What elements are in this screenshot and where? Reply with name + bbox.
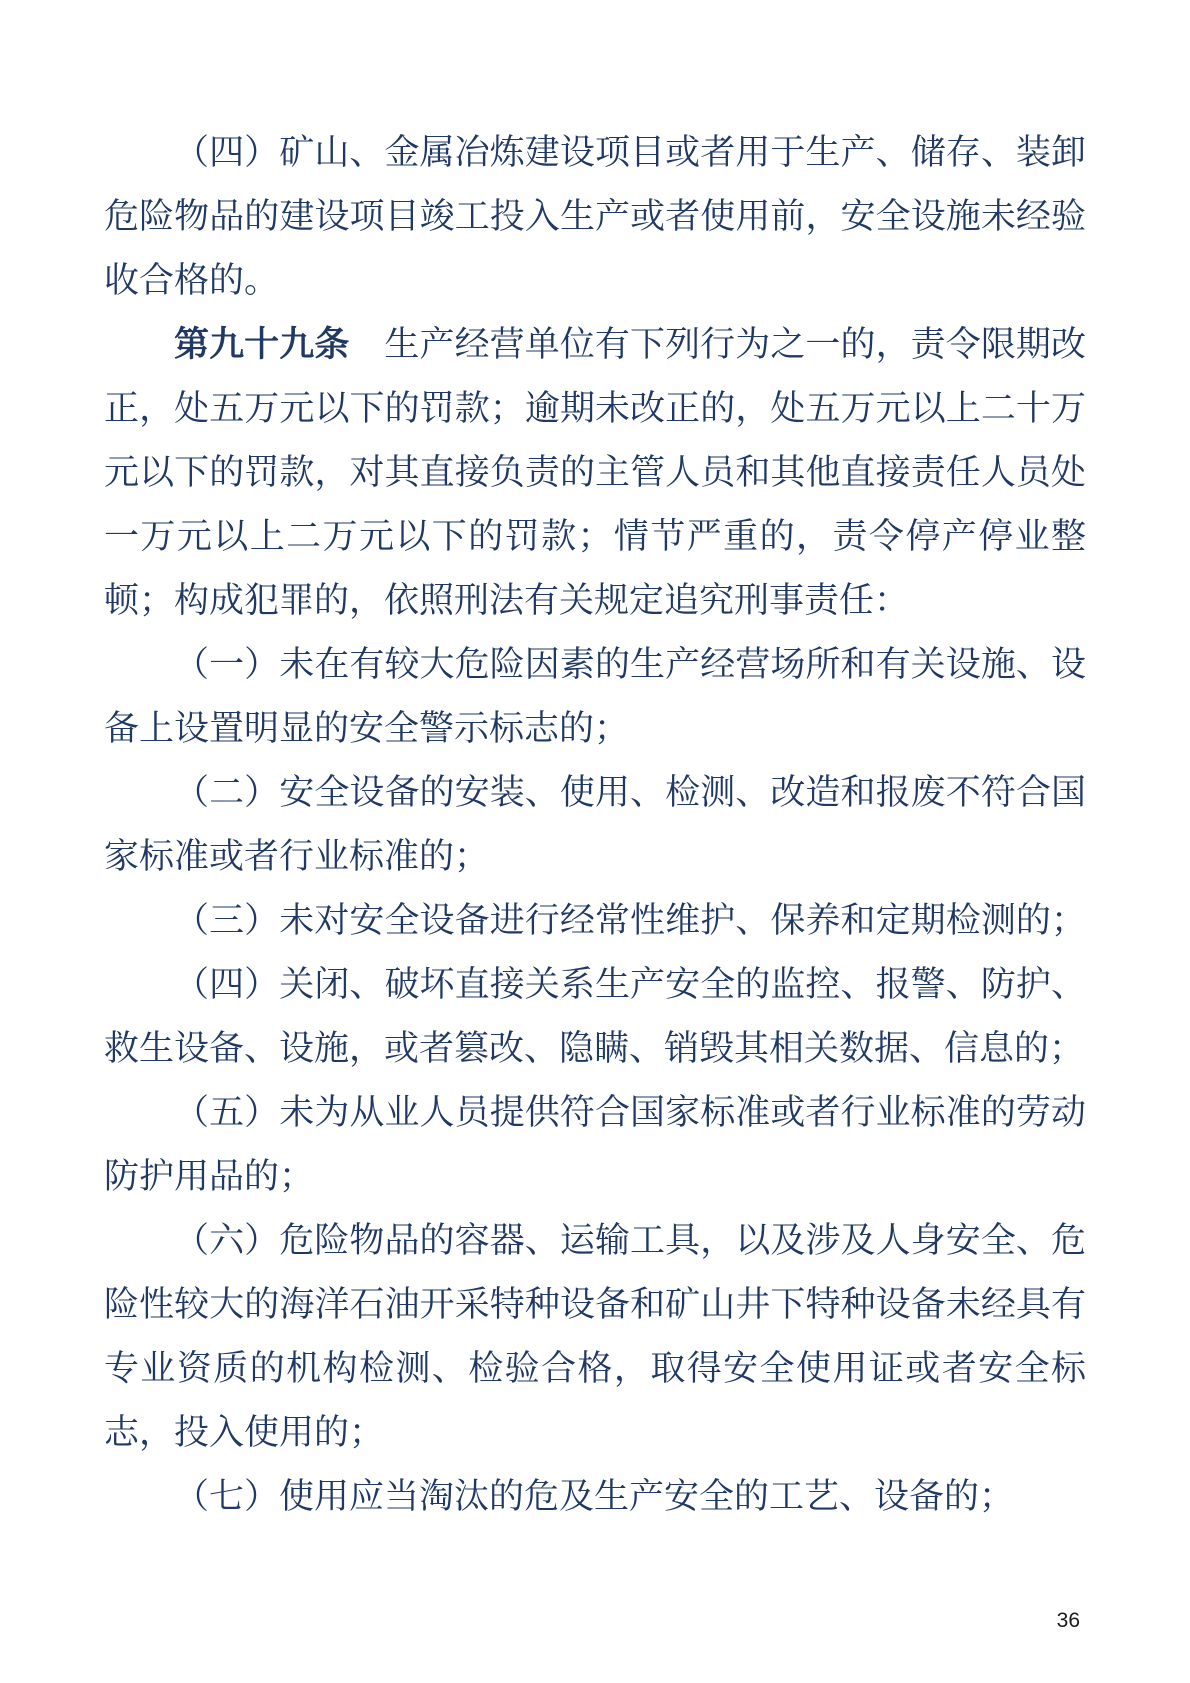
page-number: 36 [1056, 1609, 1080, 1632]
paragraph-item-1: （一）未在有较大危险因素的生产经营场所和有关设施、设备上设置明显的安全警示标志的； [104, 645, 1086, 748]
paragraph-item-5: （五）未为从业人员提供符合国家标准或者行业标准的劳动防护用品的； [104, 1093, 1086, 1196]
paragraph-item-4: （四）关闭、破坏直接关系生产安全的监控、报警、防护、救生设备、设施，或者篡改、隐瞒、销毁其相关数据、信息的； [104, 965, 1086, 1068]
paragraph-item-4-prev-article: （四）矿山、金属冶炼建设项目或者用于生产、储存、装卸危险物品的建设项目竣工投入生产或者使用前，安全设施未经验收合格的。 [104, 133, 1086, 300]
paragraph-item-6: （六）危险物品的容器、运输工具，以及涉及人身安全、危险性较大的海洋石油开采特种设备和矿山井下特种设备未经具有专业资质的机构检测、检验合格，取得安全使用证或者安全标志，投入使用的； [104, 1221, 1086, 1452]
paragraph-item-7: （七）使用应当淘汰的危及生产安全的工艺、设备的； [174, 1477, 1015, 1516]
paragraph-item-2: （二）安全设备的安装、使用、检测、改造和报废不符合国家标准或者行业标准的； [104, 773, 1086, 876]
paragraph-article-99 [104, 313, 1086, 633]
paragraph-item-3: （三）未对安全设备进行经常性维护、保养和定期检测的； [174, 901, 1086, 940]
article-number-label: 第九十九条 [174, 325, 350, 364]
law-text-block [104, 121, 1086, 1529]
article-body-text: 生产经营单位有下列行为之一的，责令限期改正，处五万元以下的罚款；逾期未改正的，处五万元以上二十万元以下的罚款，对其直接负责的主管人员和其他直接责任人员处一万元以上二万元以下的罚款；情节严重的，责令停产停业整顿；构成犯罪的，依照刑法有关规定追究刑事责任： [104, 325, 1086, 620]
